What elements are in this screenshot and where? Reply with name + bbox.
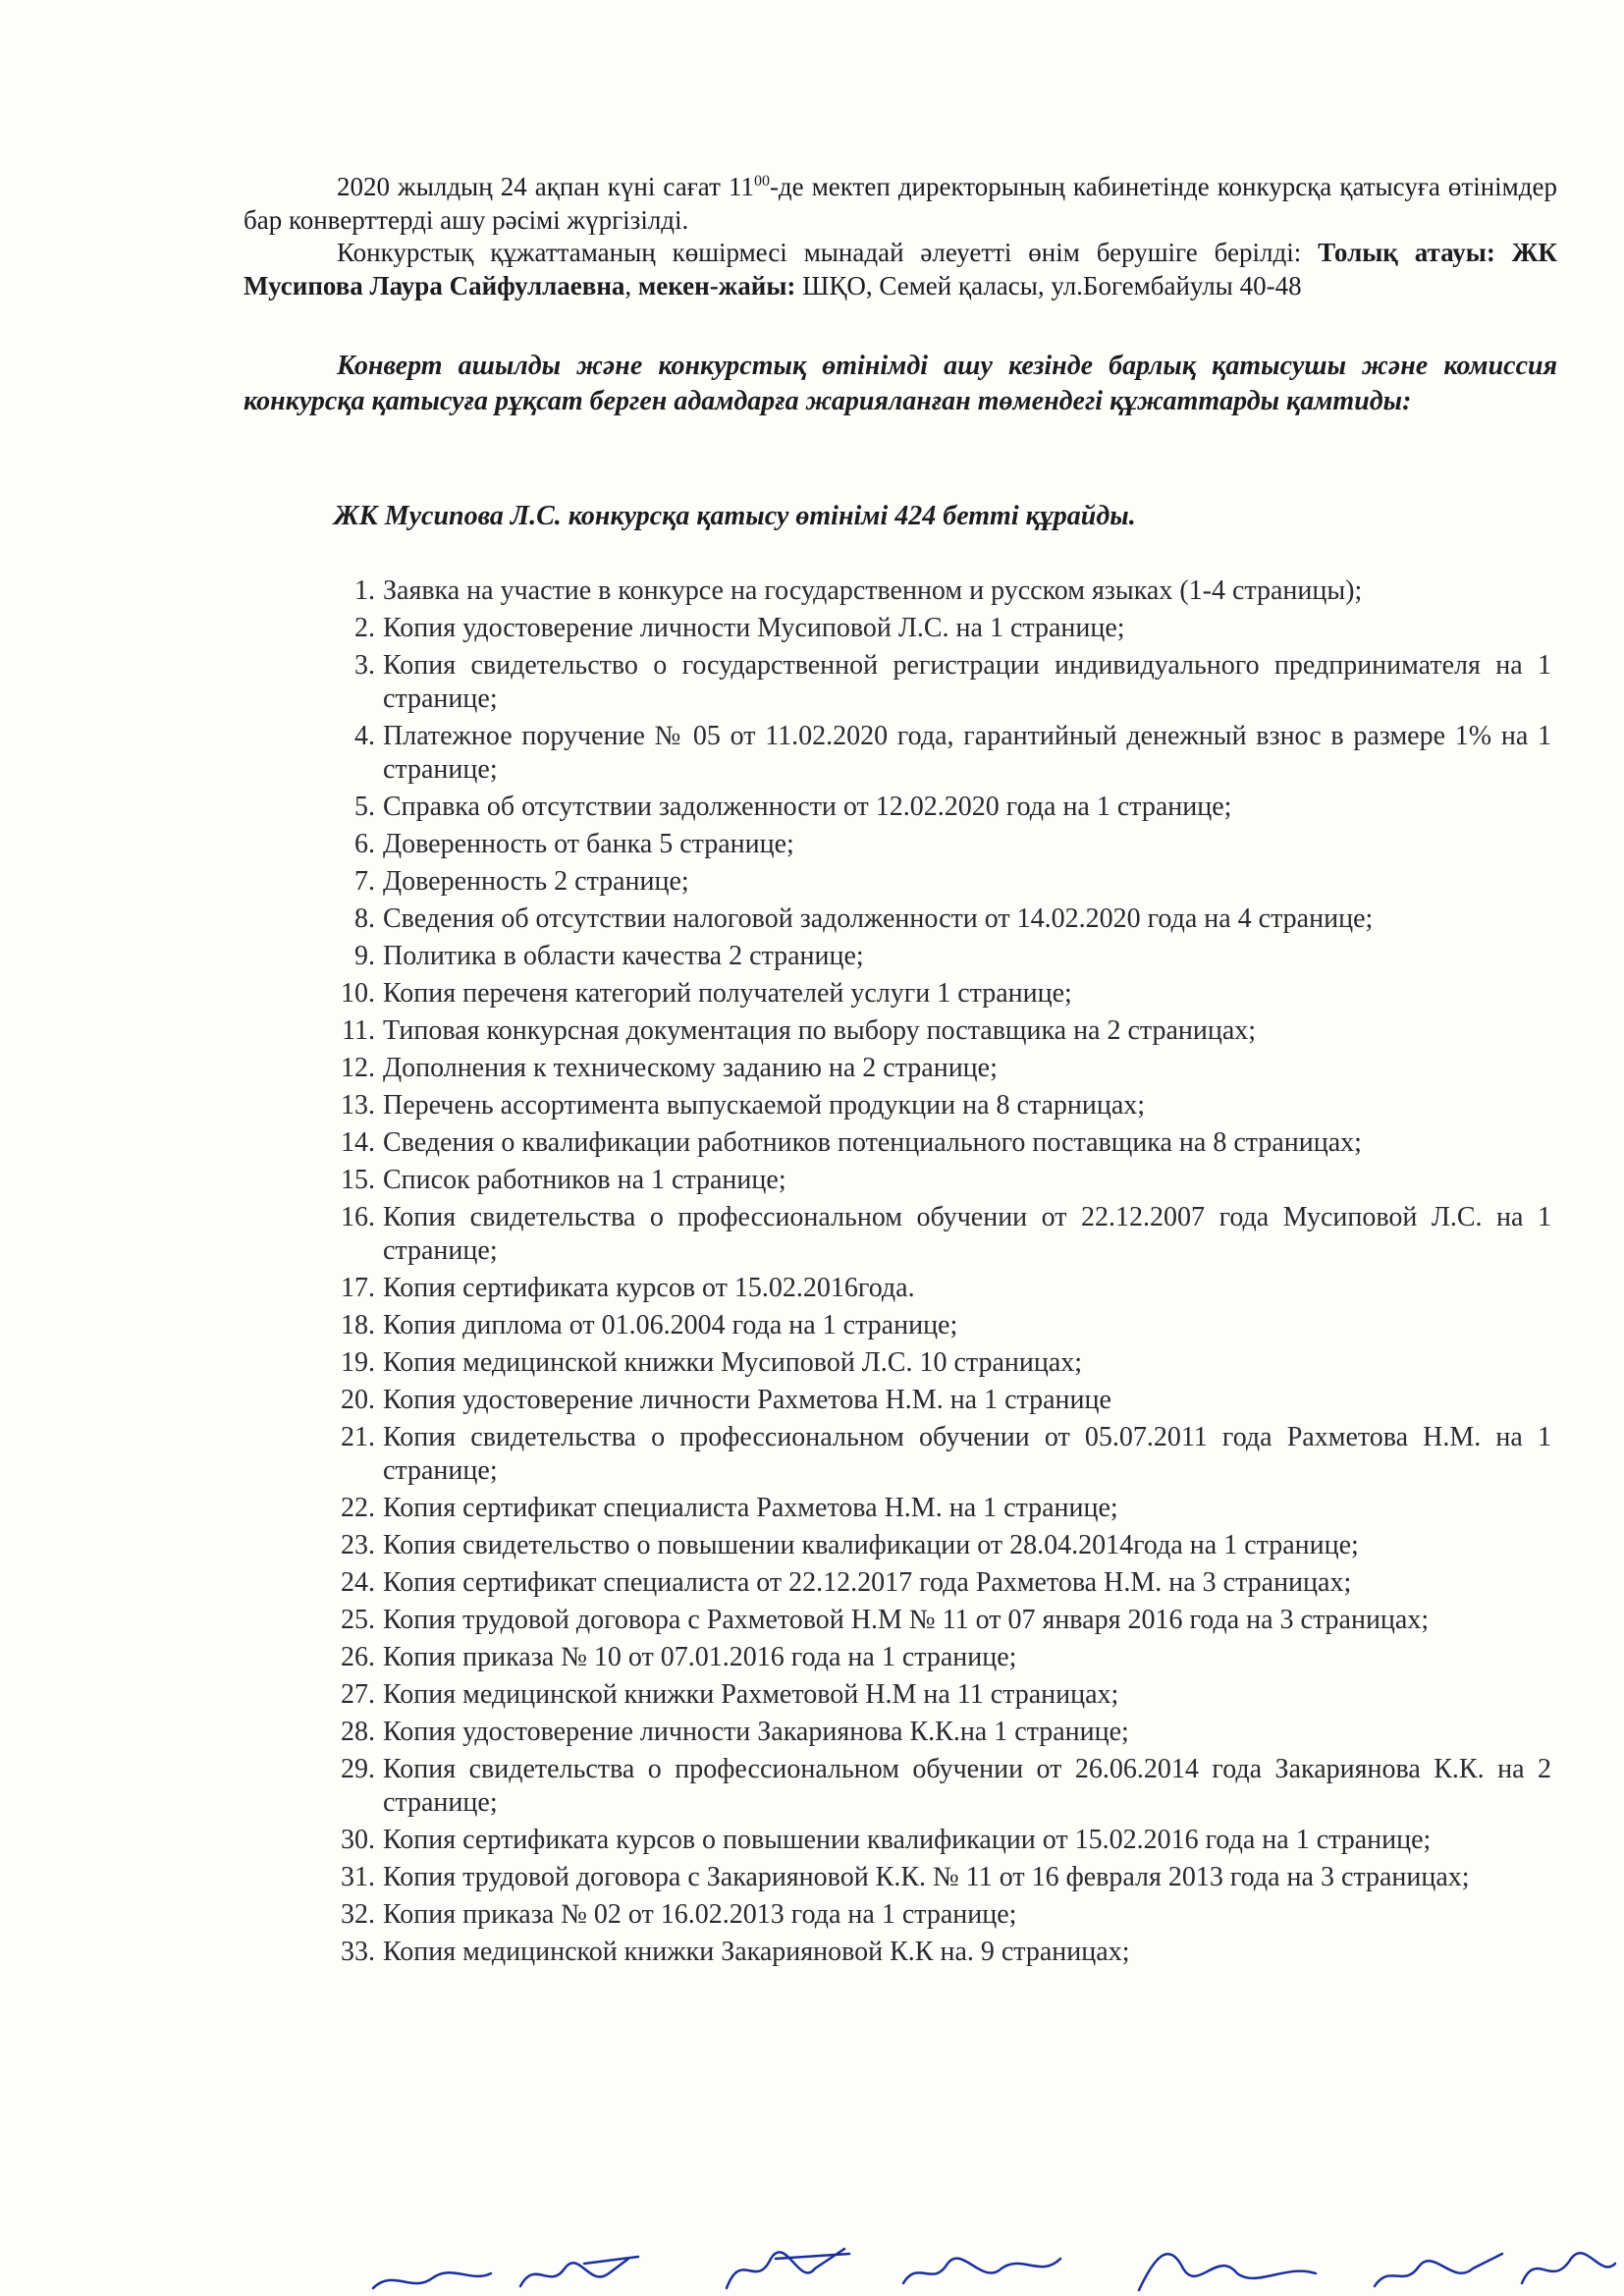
list-item [324, 1421, 1551, 1488]
list-item-text: Перечень ассортимента выпускаемой продукции на 8 старницах; [383, 1090, 1146, 1121]
list-item-text: Копия медицинской книжки Закарияновой К.К на. 9 страницах; [383, 1937, 1130, 1967]
list-item [324, 977, 1551, 1011]
list-item-text: Копия удостоверение личности Закариянова К.К.на 1 странице; [383, 1717, 1129, 1747]
list-item-number: 13. [341, 1090, 375, 1121]
list-item-number: 27. [341, 1679, 375, 1710]
intro-p2-text-a: Конкурстық құжаттаманың көшірмесі мынадай әлеуетті өнім берушіге берілді: [337, 238, 1319, 267]
list-item-number: 32. [341, 1899, 375, 1930]
list-item-number: 9. [354, 941, 375, 971]
list-item-number: 12. [341, 1053, 375, 1083]
list-item-number: 31. [341, 1862, 375, 1892]
list-item [324, 1014, 1551, 1048]
list-item-text: Справка об отсутствии задолженности от 12.02.2020 года на 1 странице; [383, 792, 1232, 822]
list-item [324, 1936, 1551, 1969]
intro-p1-text-b: -де мектеп директорының кабинетінде конкурсқа қатысуға өтінімдер бар конверттерді ашу рәсімі жүргізілді. [244, 172, 1557, 235]
list-item [324, 791, 1551, 824]
list-item-text: Копия свидетельства о профессиональном обучении от 22.12.2007 года Мусиповой Л.С. на 1 странице; [383, 1202, 1551, 1266]
list-item-number: 23. [341, 1530, 375, 1560]
list-item-number: 25. [341, 1605, 375, 1635]
list-item-number: 14. [341, 1127, 375, 1158]
list-item-text: Копия приказа № 02 от 16.02.2013 года на 1 странице; [383, 1899, 1017, 1930]
intro-p2-address: ШҚО, Семей қаласы, ул.Богембайулы 40-48 [795, 271, 1302, 301]
list-item-number: 11. [342, 1015, 375, 1046]
list-item [324, 1201, 1551, 1268]
list-item-text: Сведения об отсутствии налоговой задолженности от 14.02.2020 года на 4 странице; [383, 903, 1374, 934]
list-item-number: 21. [341, 1422, 375, 1452]
list-item-text: Копия приказа № 10 от 07.01.2016 года на 1 странице; [383, 1642, 1017, 1672]
list-item [324, 720, 1551, 787]
list-item [324, 1898, 1551, 1932]
list-item-text: Копия сертификат специалиста от 22.12.2017 года Рахметова Н.М. на 3 страницах; [383, 1567, 1352, 1598]
list-item [324, 865, 1551, 899]
list-item-text: Копия свидетельства о профессиональном обучении от 26.06.2014 года Закариянова К.К. на 2 странице; [383, 1754, 1551, 1818]
list-item-number: 18. [341, 1310, 375, 1340]
list-item-number: 28. [341, 1717, 375, 1747]
list-item [324, 574, 1551, 608]
list-item-text: Копия трудовой договора с Закарияновой К.К. № 11 от 16 февраля 2013 года на 3 страницах; [383, 1862, 1470, 1892]
list-item-number: 30. [341, 1825, 375, 1855]
list-item-text: Копия медицинской книжки Рахметовой Н.М на 11 страницах; [383, 1679, 1119, 1710]
list-item-number: 5. [354, 792, 375, 822]
list-item-text: Копия диплома от 01.06.2004 года на 1 странице; [383, 1310, 958, 1340]
list-item-text: Копия сертификат специалиста Рахметова Н.М. на 1 странице; [383, 1493, 1118, 1523]
list-item [324, 1309, 1551, 1342]
list-item-text: Платежное поручение № 05 от 11.02.2020 года, гарантийный денежный взнос в размере 1% на 1 странице; [383, 721, 1551, 785]
list-item [324, 1753, 1551, 1820]
list-item-text: Копия удостоверение личности Мусиповой Л.С. на 1 странице; [383, 613, 1125, 643]
intro-p2-separator: , [624, 271, 638, 301]
list-item [324, 649, 1551, 716]
intro-p2-fullname: Толық атауы: ЖК Мусипова Лаура Сайфуллаевна [244, 238, 1558, 301]
list-item-number: 15. [341, 1165, 375, 1195]
intro-p1-superscript: 00 [753, 173, 770, 190]
list-item-number: 2. [354, 613, 375, 643]
list-item-number: 17. [341, 1273, 375, 1303]
list-item-text: Копия сертификата курсов о повышении квалификации от 15.02.2016 года на 1 странице; [383, 1825, 1432, 1855]
list-item [324, 1604, 1551, 1637]
list-item [324, 1126, 1551, 1160]
list-item-text: Типовая конкурсная документация по выбору поставщика на 2 страницах; [383, 1015, 1257, 1046]
list-item-number: 16. [341, 1202, 375, 1232]
list-item [324, 1164, 1551, 1197]
list-item-number: 22. [341, 1493, 375, 1523]
intro-paragraph-2 [244, 236, 1557, 302]
list-item [324, 1716, 1551, 1749]
list-item-number: 7. [354, 866, 375, 897]
list-item-number: 26. [341, 1642, 375, 1672]
list-item [324, 1824, 1551, 1857]
application-subtitle: ЖК Мусипова Л.С. конкурсқа қатысу өтінімі 424 бетті құрайды. [334, 501, 1136, 531]
intro-paragraph-3 [244, 349, 1557, 419]
list-item-text: Копия трудовой договора с Рахметовой Н.М № 11 от 07 января 2016 года на 3 страницах; [383, 1605, 1430, 1635]
list-item-number: 29. [341, 1754, 375, 1784]
intro-paragraph-1 [244, 165, 1557, 237]
list-item-text: Копия переченя категорий получателей услуги 1 странице; [383, 978, 1072, 1009]
list-item-text: Доверенность 2 странице; [383, 866, 689, 897]
list-item-text: Заявка на участие в конкурсе на государственном и русском языках (1-4 страницы); [383, 575, 1363, 606]
list-item-text: Копия удостоверение личности Рахметова Н.М. на 1 странице [383, 1385, 1111, 1415]
list-item-number: 19. [341, 1347, 375, 1378]
list-item-text: Копия свидетельство о повышении квалификации от 28.04.2014года на 1 странице; [383, 1530, 1359, 1560]
list-item [324, 1566, 1551, 1600]
list-item-number: 20. [341, 1385, 375, 1415]
list-item-text: Копия сертификата курсов от 15.02.2016года. [383, 1273, 915, 1303]
intro-p3-text: Конверт ашылды және конкурстық өтінімді ашу кезінде барлық қатысушы және комиссия конкурсқа қатысуға рұқсат берген адамдарға жарияланған төмендегі құжаттарды қамтиды: [244, 351, 1557, 416]
list-item-text: Дополнения к техническому заданию на 2 странице; [383, 1053, 998, 1083]
list-item [324, 902, 1551, 936]
list-item [324, 1089, 1551, 1122]
list-item-text: Сведения о квалификации работников потенциального поставщика на 8 страницах; [383, 1127, 1362, 1158]
list-item [324, 1529, 1551, 1562]
list-item-text: Политика в области качества 2 странице; [383, 941, 864, 971]
list-item-text: Список работников на 1 странице; [383, 1165, 786, 1195]
list-item [324, 940, 1551, 973]
list-item [324, 1346, 1551, 1380]
list-item [324, 1384, 1551, 1417]
list-item-number: 24. [341, 1567, 375, 1598]
list-item [324, 1272, 1551, 1305]
list-item [324, 1861, 1551, 1894]
list-item [324, 1641, 1551, 1674]
intro-p1-text-a: 2020 жылдың 24 ақпан күні сағат 11 [337, 172, 754, 201]
list-item [324, 828, 1551, 861]
list-item-text: Копия свидетельства о профессиональном обучении от 05.07.2011 года Рахметова Н.М. на 1 странице; [383, 1422, 1551, 1486]
list-item [324, 1492, 1551, 1525]
list-item [324, 612, 1551, 645]
list-item [324, 1678, 1551, 1712]
signatures-image [353, 2229, 1620, 2296]
list-item-number: 8. [354, 903, 375, 934]
list-item-number: 33. [341, 1937, 375, 1967]
list-item [324, 1052, 1551, 1085]
list-item-number: 3. [354, 650, 375, 681]
list-item-number: 1. [354, 575, 375, 606]
list-item-number: 10. [341, 978, 375, 1009]
list-item-text: Копия свидетельство о государственной регистрации индивидуального предпринимателя на 1 странице; [383, 650, 1551, 714]
list-item-text: Доверенность от банка 5 странице; [383, 829, 794, 859]
list-item-text: Копия медицинской книжки Мусиповой Л.С. 10 страницах; [383, 1347, 1083, 1378]
list-item-number: 6. [354, 829, 375, 859]
intro-p2-address-label: мекен-жайы: [637, 271, 796, 301]
list-item-number: 4. [354, 721, 375, 751]
documents-list [324, 574, 1551, 1973]
